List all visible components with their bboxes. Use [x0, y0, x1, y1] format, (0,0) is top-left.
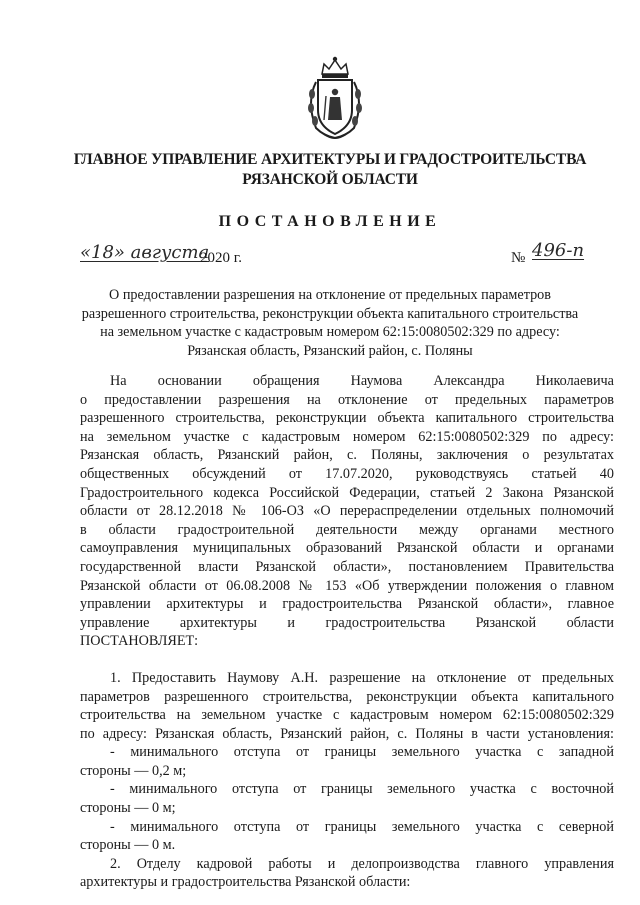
title-line: на земельном участке с кадастровым номером 62:15:0080502:329 по адресу:	[100, 324, 560, 340]
item-1-line: параметров разрешенного строительства, реконструкции объекта капитального	[80, 688, 614, 705]
item-1-line: - минимального отступа от границы земельного участка с восточной	[110, 781, 614, 798]
preamble-line: управлении архитектуры и градостроительства Рязанской области», главное	[80, 596, 614, 613]
preamble-line: о предоставлении разрешения на отклонение от предельных параметров	[80, 391, 614, 408]
item-1-paragraph	[80, 669, 614, 855]
preamble-line: в области градостроительной деятельности между органами местного	[80, 521, 614, 538]
paragraph-gap	[80, 651, 614, 669]
preamble-line: управление архитектуры и градостроительства Рязанской области	[80, 614, 614, 631]
preamble-line: Рязанской области от 06.08.2008 № 153 «Об утверждении положения о главном	[80, 577, 614, 594]
preamble-line: Градостроительного кодекса Российской Федерации, статьей 2 Закона Рязанской	[80, 484, 614, 501]
item-1-line: - минимального отступа от границы земельного участка с западной	[110, 744, 614, 761]
document-title	[60, 286, 600, 360]
preamble-line: общественных обсуждений от 17.07.2020, руководствуясь статьей 40	[80, 465, 614, 482]
item-2-paragraph	[80, 855, 614, 892]
preamble-line: самоуправления муниципальных образований Рязанской области и органами	[80, 540, 614, 557]
preamble-paragraph	[80, 372, 614, 651]
organization-name-line-1: ГЛАВНОЕ УПРАВЛЕНИЕ АРХИТЕКТУРЫ И ГРАДОСТРОИТЕЛЬСТВА	[73, 151, 587, 168]
resolves-keyword: ПОСТАНОВЛЯЕТ:	[80, 633, 199, 650]
date-year: 2020 г.	[200, 250, 242, 266]
number-label: №	[511, 250, 526, 266]
date-number-row	[80, 240, 615, 274]
item-1-line: - минимального отступа от границы земельного участка с северной	[110, 818, 614, 835]
document-body	[80, 372, 614, 892]
organization-name-line-2: РЯЗАНСКОЙ ОБЛАСТИ	[242, 171, 418, 188]
item-1-line: строительства на земельном участке с кадастровым номером 62:15:0080502:329	[80, 707, 614, 724]
handwritten-date: «18» августа	[80, 242, 210, 263]
preamble-line: области от 28.12.2018 № 106-ОЗ «О перераспределении отдельных полномочий	[80, 503, 614, 520]
item-1-line: стороны — 0 м.	[80, 837, 176, 854]
handwritten-number: 496-п	[532, 240, 585, 261]
item-2-line: 2. Отделу кадровой работы и делопроизводства главного управления	[110, 855, 614, 872]
title-line: разрешенного строительства, реконструкции объекта капитального строительства	[81, 305, 579, 322]
item-2-line: архитектуры и градостроительства Рязанской области:	[80, 874, 411, 891]
title-line: О предоставлении разрешения на отклонение от предельных параметров	[109, 287, 551, 303]
item-1-line: стороны — 0 м;	[80, 800, 176, 817]
ryazan-coat-of-arms-icon	[302, 52, 368, 142]
preamble-line: государственной власти Рязанской области», постановлением Правительства	[80, 558, 614, 575]
preamble-line: Рязанская область, Рязанский район, с. Поляны, заключения о результатах	[80, 447, 614, 464]
title-line: Рязанская область, Рязанский район, с. Поляны	[187, 342, 473, 359]
item-1-line: стороны — 0,2 м;	[80, 762, 187, 779]
preamble-line: разрешенного строительства, реконструкции объекта капитального строительства	[80, 410, 614, 427]
document-type-heading: ПОСТАНОВЛЕНИЕ	[218, 213, 442, 230]
item-1-line: 1. Предоставить Наумову А.Н. разрешение на отклонение от предельных	[110, 669, 614, 686]
preamble-line: На основании обращения Наумова Александра Николаевича	[110, 373, 614, 389]
preamble-line: на земельном участке с кадастровым номером 62:15:0080502:329 по адресу:	[80, 428, 614, 445]
item-1-line: по адресу: Рязанская область, Рязанский район, с. Поляны в части установления:	[80, 725, 614, 742]
